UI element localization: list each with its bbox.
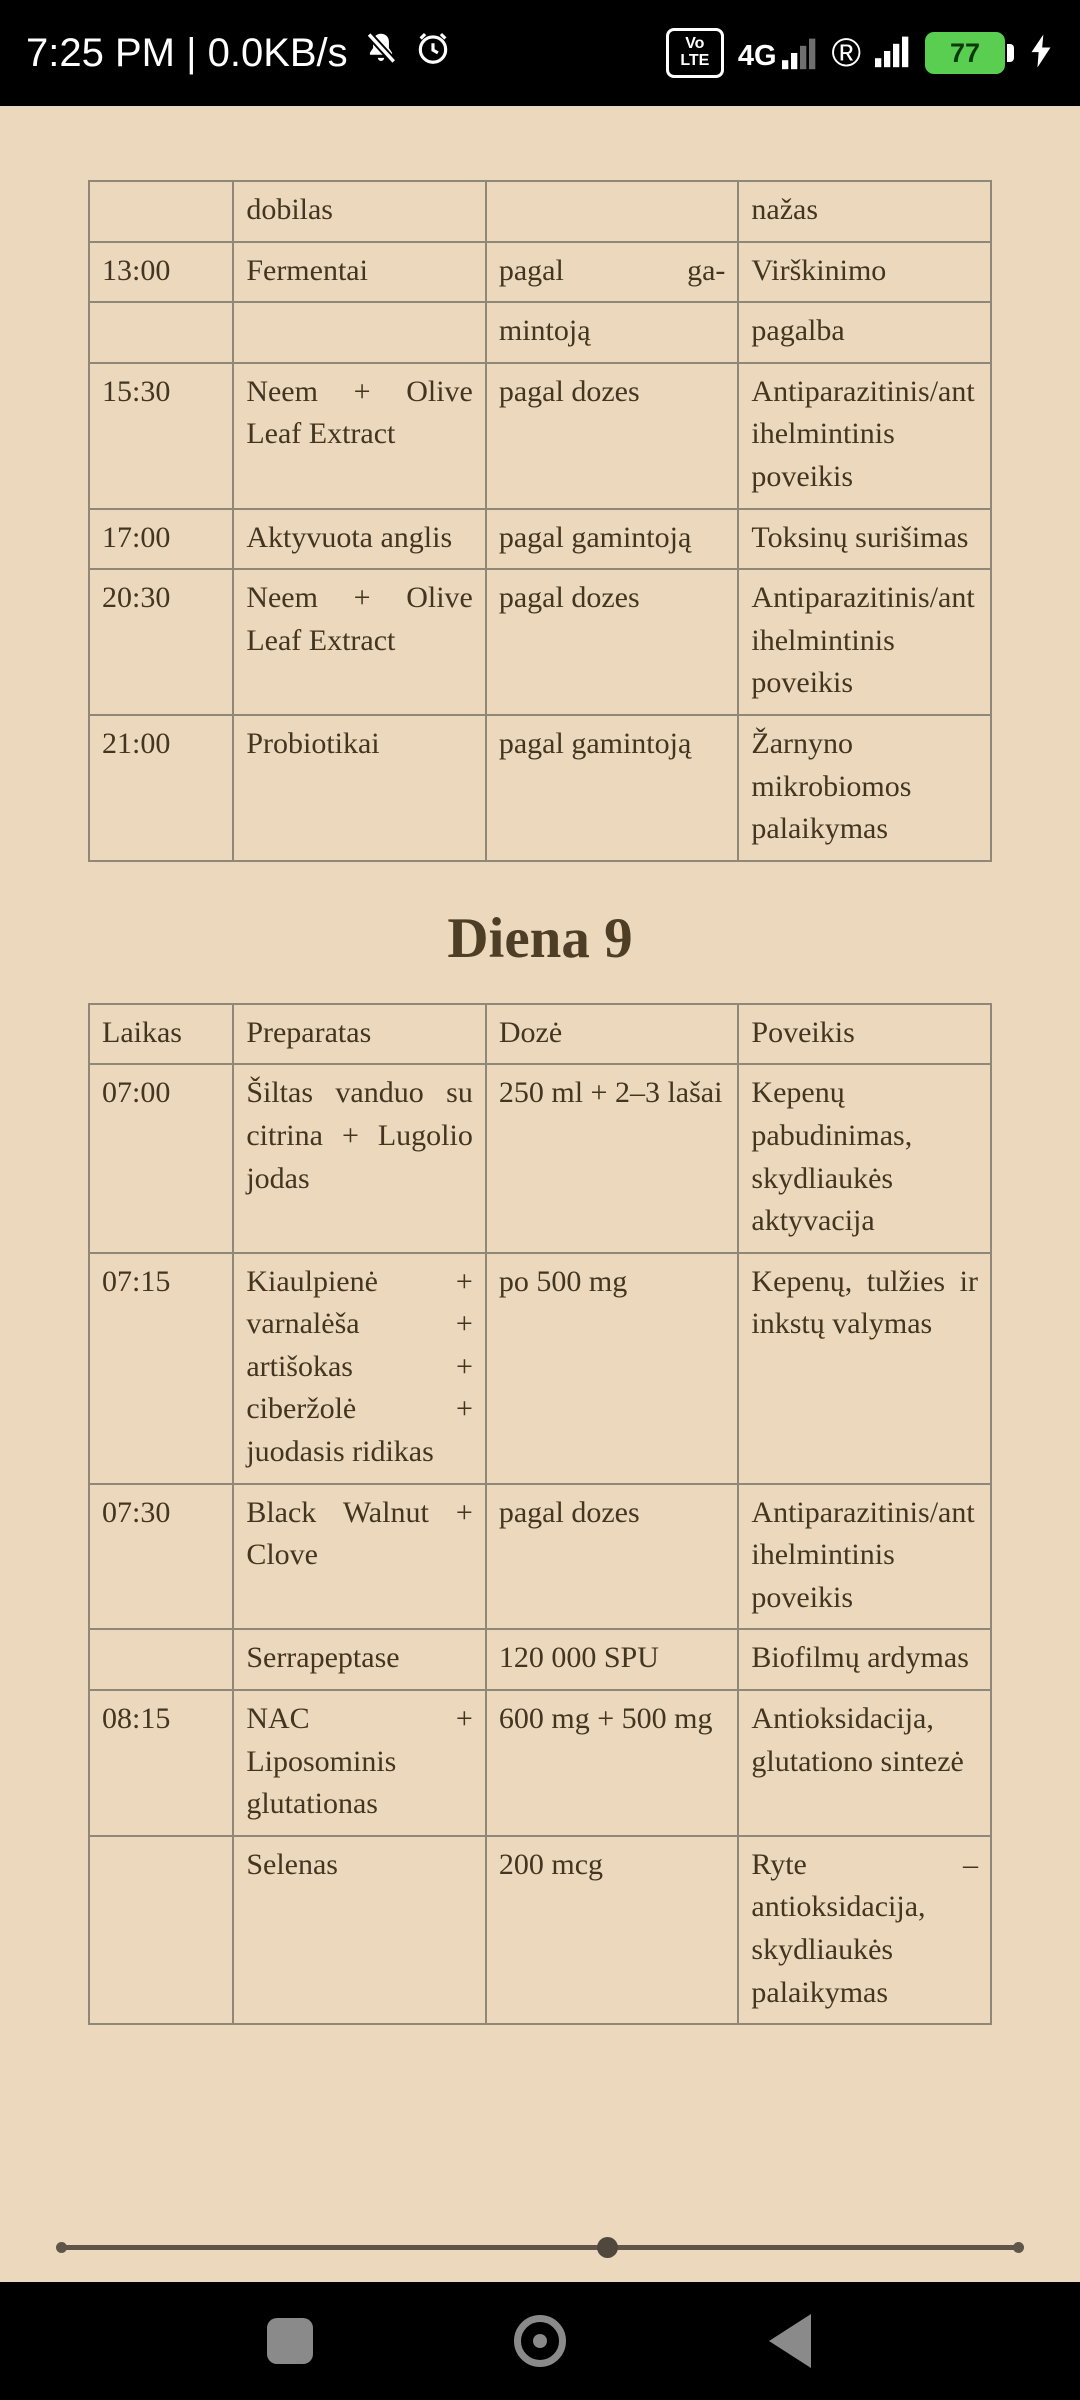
table-cell: Antiparazitinis/antihelmintinis poveikis: [738, 1484, 991, 1630]
table-cell: NAC + Liposominis glutationas: [233, 1690, 486, 1836]
table-row: [89, 509, 991, 570]
table-cell: pagal gamintoją: [486, 715, 739, 861]
status-time-and-speed: 7:25 PM | 0.0KB/s: [26, 30, 348, 75]
table-cell: pagal gamintoją: [486, 509, 739, 570]
home-circle-icon: [514, 2315, 566, 2367]
table-cell: 07:30: [89, 1484, 233, 1630]
alarm-clock-icon: [414, 29, 452, 77]
table-row: [89, 1064, 991, 1252]
column-header-poveikis: Poveikis: [738, 1004, 991, 1065]
table-cell: [89, 181, 233, 242]
network-4g-signal-icon: 4G: [738, 35, 818, 71]
table-cell: [486, 181, 739, 242]
back-triangle-icon: [769, 2314, 811, 2368]
reader-content: [0, 106, 1080, 2216]
table-cell: pagal dozes: [486, 569, 739, 715]
table-header-row: [89, 1004, 991, 1065]
table-cell: Aktyvuota anglis: [233, 509, 486, 570]
back-button[interactable]: [758, 2309, 822, 2373]
table-cell: Biofilmų ardymas: [738, 1629, 991, 1690]
column-header-laikas: Laikas: [89, 1004, 233, 1065]
table-row: [89, 302, 991, 363]
table-cell: pagal dozes: [486, 1484, 739, 1630]
table-cell: 250 ml + 2–3 lašai: [486, 1064, 739, 1252]
table-cell: Neem + Olive Leaf Extract: [233, 569, 486, 715]
table-row: [89, 242, 991, 303]
table-cell: Antiparazitinis/antihelmintinis poveikis: [738, 363, 991, 509]
table-cell: Selenas: [233, 1836, 486, 2024]
table-cell: 07:00: [89, 1064, 233, 1252]
table-cell: Fermentai: [233, 242, 486, 303]
table-cell: 20:30: [89, 569, 233, 715]
battery-icon: [925, 32, 1014, 74]
table-cell: [89, 1629, 233, 1690]
signal-bars-icon: [875, 33, 911, 74]
table-cell: Ryte – antioksidacija, skydliaukės palaikymas: [738, 1836, 991, 2024]
table-row: [89, 1690, 991, 1836]
table-cell: 17:00: [89, 509, 233, 570]
home-button[interactable]: [508, 2309, 572, 2373]
table-cell: pagal dozes: [486, 363, 739, 509]
volte-icon: Vo LTE: [666, 28, 724, 78]
table-cell: nažas: [738, 181, 991, 242]
table-row: [89, 569, 991, 715]
recents-square-icon: [267, 2318, 313, 2364]
table-cell: 120 000 SPU: [486, 1629, 739, 1690]
table-cell: pagalba: [738, 302, 991, 363]
seekbar-right-cap: [1013, 2242, 1024, 2253]
table-cell: Antioksidacija, glutationo sintezė: [738, 1690, 991, 1836]
table-cell: [89, 1836, 233, 2024]
recents-button[interactable]: [258, 2309, 322, 2373]
table-row: [89, 1253, 991, 1484]
day9-schedule-table: [88, 1003, 992, 2025]
table-cell: Black Walnut + Clove: [233, 1484, 486, 1630]
table-cell: dobilas: [233, 181, 486, 242]
column-header-preparatas: Preparatas: [233, 1004, 486, 1065]
table-row: [89, 1484, 991, 1630]
table-row: [89, 1836, 991, 2024]
table-cell: 15:30: [89, 363, 233, 509]
table-cell: Kepenų pabudinimas, skydliaukės aktyvacija: [738, 1064, 991, 1252]
table-cell: Serrapeptase: [233, 1629, 486, 1690]
page-seekbar[interactable]: [58, 2234, 1022, 2260]
table-cell: Kiaulpienė + varnalėša + artišokas + ciberžolė + juodasis ridikas: [233, 1253, 486, 1484]
seekbar-handle[interactable]: [597, 2237, 618, 2258]
registered-network-icon: ®: [831, 31, 861, 75]
table-cell: Žarnyno mikrobiomos palaikymas: [738, 715, 991, 861]
table-cell: Toksinų surišimas: [738, 509, 991, 570]
day-heading: Diena 9: [447, 906, 633, 970]
table-cell: 600 mg + 500 mg: [486, 1690, 739, 1836]
status-icons-right: [666, 28, 1054, 78]
column-header-doze: Dozė: [486, 1004, 739, 1065]
vibrate-off-icon: [362, 29, 400, 77]
table-cell: 08:15: [89, 1690, 233, 1836]
table-cell: 21:00: [89, 715, 233, 861]
status-bar: [0, 0, 1080, 106]
table-cell: 07:15: [89, 1253, 233, 1484]
table-cell: 200 mcg: [486, 1836, 739, 2024]
table-cell: [89, 302, 233, 363]
table-cell: pagal ga-: [486, 242, 739, 303]
table-row: [89, 1629, 991, 1690]
table-cell: Neem + Olive Leaf Extract: [233, 363, 486, 509]
seekbar-left-cap: [56, 2242, 67, 2253]
table-cell: mintoją: [486, 302, 739, 363]
schedule-table-continued: [88, 180, 992, 862]
table-cell: 13:00: [89, 242, 233, 303]
navigation-bar: [0, 2282, 1080, 2400]
table-cell: Antiparazitinis/antihelmintinis poveikis: [738, 569, 991, 715]
table-cell: Probiotikai: [233, 715, 486, 861]
table-cell: Šiltas vanduo su citrina + Lugolio jodas: [233, 1064, 486, 1252]
table-cell: po 500 mg: [486, 1253, 739, 1484]
status-left: [26, 29, 452, 77]
table-row: [89, 715, 991, 861]
table-row: [89, 363, 991, 509]
seekbar-track[interactable]: [58, 2245, 1022, 2250]
table-cell: [233, 302, 486, 363]
table-row: [89, 181, 991, 242]
charging-bolt-icon: [1028, 32, 1054, 75]
battery-percent: 77: [949, 37, 981, 68]
table-cell: Virškinimo: [738, 242, 991, 303]
table-cell: Kepenų, tulžies ir inkstų valymas: [738, 1253, 991, 1484]
